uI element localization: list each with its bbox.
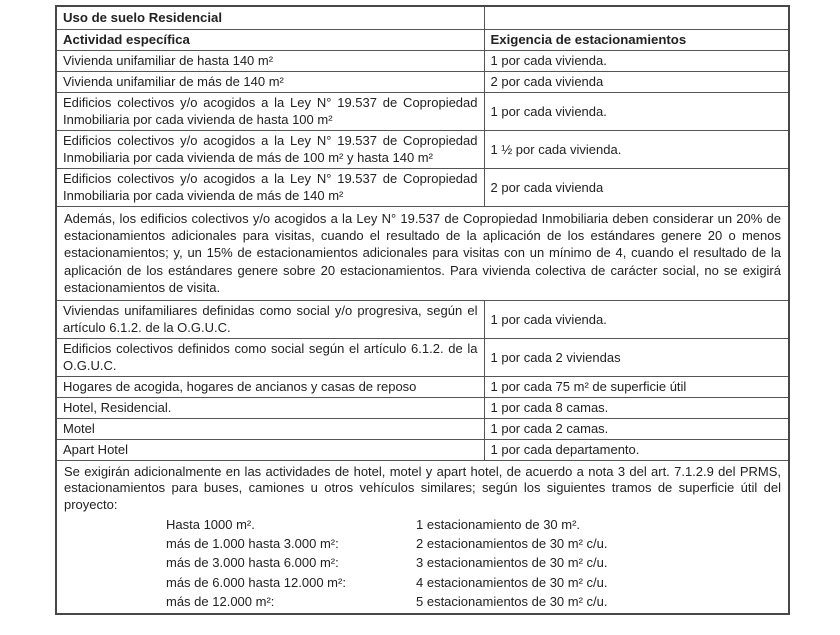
requirement-cell: 1 por cada vivienda. (484, 300, 789, 338)
visitor-parking-note-row (56, 206, 789, 300)
tier-requirement: 4 estacionamientos de 30 m² c/u. (416, 574, 608, 590)
column-header-requirement: Exigencia de estacionamientos (484, 29, 789, 50)
requirement-cell: 2 por cada vivienda (484, 71, 789, 92)
requirement-cell: 1 ½ por cada vivienda. (484, 130, 789, 168)
requirement-cell: 1 por cada 8 camas. (484, 397, 789, 418)
tier-range: Hasta 1000 m². (166, 516, 255, 532)
activity-cell: Vivienda unifamiliar de más de 140 m² (56, 71, 484, 92)
requirement-cell: 1 por cada 75 m² de superficie útil (484, 376, 789, 397)
activity-cell: Hotel, Residencial. (56, 397, 484, 418)
tier-range: más de 1.000 hasta 3.000 m²: (166, 536, 339, 552)
document-page (55, 5, 840, 615)
empty-cell (484, 6, 789, 29)
activity-cell: Hogares de acogida, hogares de ancianos y casas de reposo (56, 376, 484, 397)
tier-requirement: 1 estacionamiento de 30 m². (416, 516, 581, 532)
table-row (56, 168, 789, 206)
tier-requirement: 5 estacionamientos de 30 m² c/u. (416, 593, 608, 609)
requirement-cell: 1 por cada departamento. (484, 439, 789, 460)
table-header-row (56, 29, 789, 50)
hotel-bus-parking-note-row (56, 460, 789, 614)
tier-range: más de 3.000 hasta 6.000 m²: (166, 555, 339, 571)
requirement-cell: 2 por cada vivienda (484, 168, 789, 206)
table-row (56, 338, 789, 376)
surface-tier-row (64, 573, 781, 592)
requirement-cell: 1 por cada vivienda. (484, 50, 789, 71)
tier-range: más de 6.000 hasta 12.000 m²: (166, 574, 346, 590)
activity-cell: Apart Hotel (56, 439, 484, 460)
hotel-bus-parking-note-cell (56, 460, 789, 614)
land-use-title-row (56, 6, 789, 29)
requirement-cell: 1 por cada 2 viviendas (484, 338, 789, 376)
activity-cell: Vivienda unifamiliar de hasta 140 m² (56, 50, 484, 71)
surface-tier-row (64, 592, 781, 611)
surface-tier-list (64, 515, 781, 611)
tier-range: más de 12.000 m²: (166, 593, 275, 609)
activity-cell: Edificios colectivos y/o acogidos a la Ley N° 19.537 de Copropiedad Inmobiliaria por cada vivienda de más de 100 m² y hasta 140 m² (56, 130, 484, 168)
table-row (56, 397, 789, 418)
table-row (56, 418, 789, 439)
visitor-parking-note: Además, los edificios colectivos y/o acogidos a la Ley N° 19.537 de Copropiedad Inmobiliaria deben considerar un 20% de estacionamientos adicionales para visitas, cuando el resultado de la aplicación de los estándares genere 20 o menos estacionamientos; y, un 15% de estacionamientos adicionales para visitas con un mínimo de 4, cuando el resultado de la aplicación de los estándares genere sobre 20 estacionamientos. Para vivienda colectiva de carácter social, no se exigirá estacionamientos de visita. (56, 206, 789, 300)
table-row (56, 92, 789, 130)
tier-requirement: 2 estacionamientos de 30 m² c/u. (416, 536, 608, 552)
hotel-bus-parking-note: Se exigirán adicionalmente en las actividades de hotel, motel y apart hotel, de acuerdo a nota 3 del art. 7.1.2.9 del PRMS, estacionamientos para buses, camiones u otros vehículos similares; según los siguientes tramos de superficie útil del proyecto: (64, 463, 781, 513)
activity-cell: Motel (56, 418, 484, 439)
activity-cell: Viviendas unifamiliares definidas como social y/o progresiva, según el artículo 6.1.2. de la O.G.U.C. (56, 300, 484, 338)
table-row (56, 439, 789, 460)
land-use-title: Uso de suelo Residencial (56, 6, 484, 29)
table-row (56, 130, 789, 168)
table-row (56, 50, 789, 71)
table-row (56, 300, 789, 338)
requirement-cell: 1 por cada vivienda. (484, 92, 789, 130)
parking-requirements-table (55, 5, 790, 615)
activity-cell: Edificios colectivos y/o acogidos a la Ley N° 19.537 de Copropiedad Inmobiliaria por cada vivienda de más de 140 m² (56, 168, 484, 206)
activity-cell: Edificios colectivos y/o acogidos a la Ley N° 19.537 de Copropiedad Inmobiliaria por cada vivienda de hasta 100 m² (56, 92, 484, 130)
table-row (56, 376, 789, 397)
surface-tier-row (64, 553, 781, 572)
surface-tier-row (64, 515, 781, 534)
column-header-activity: Actividad específica (56, 29, 484, 50)
table-row (56, 71, 789, 92)
tier-requirement: 3 estacionamientos de 30 m² c/u. (416, 555, 608, 571)
activity-cell: Edificios colectivos definidos como social según el artículo 6.1.2. de la O.G.U.C. (56, 338, 484, 376)
surface-tier-row (64, 534, 781, 553)
requirement-cell: 1 por cada 2 camas. (484, 418, 789, 439)
